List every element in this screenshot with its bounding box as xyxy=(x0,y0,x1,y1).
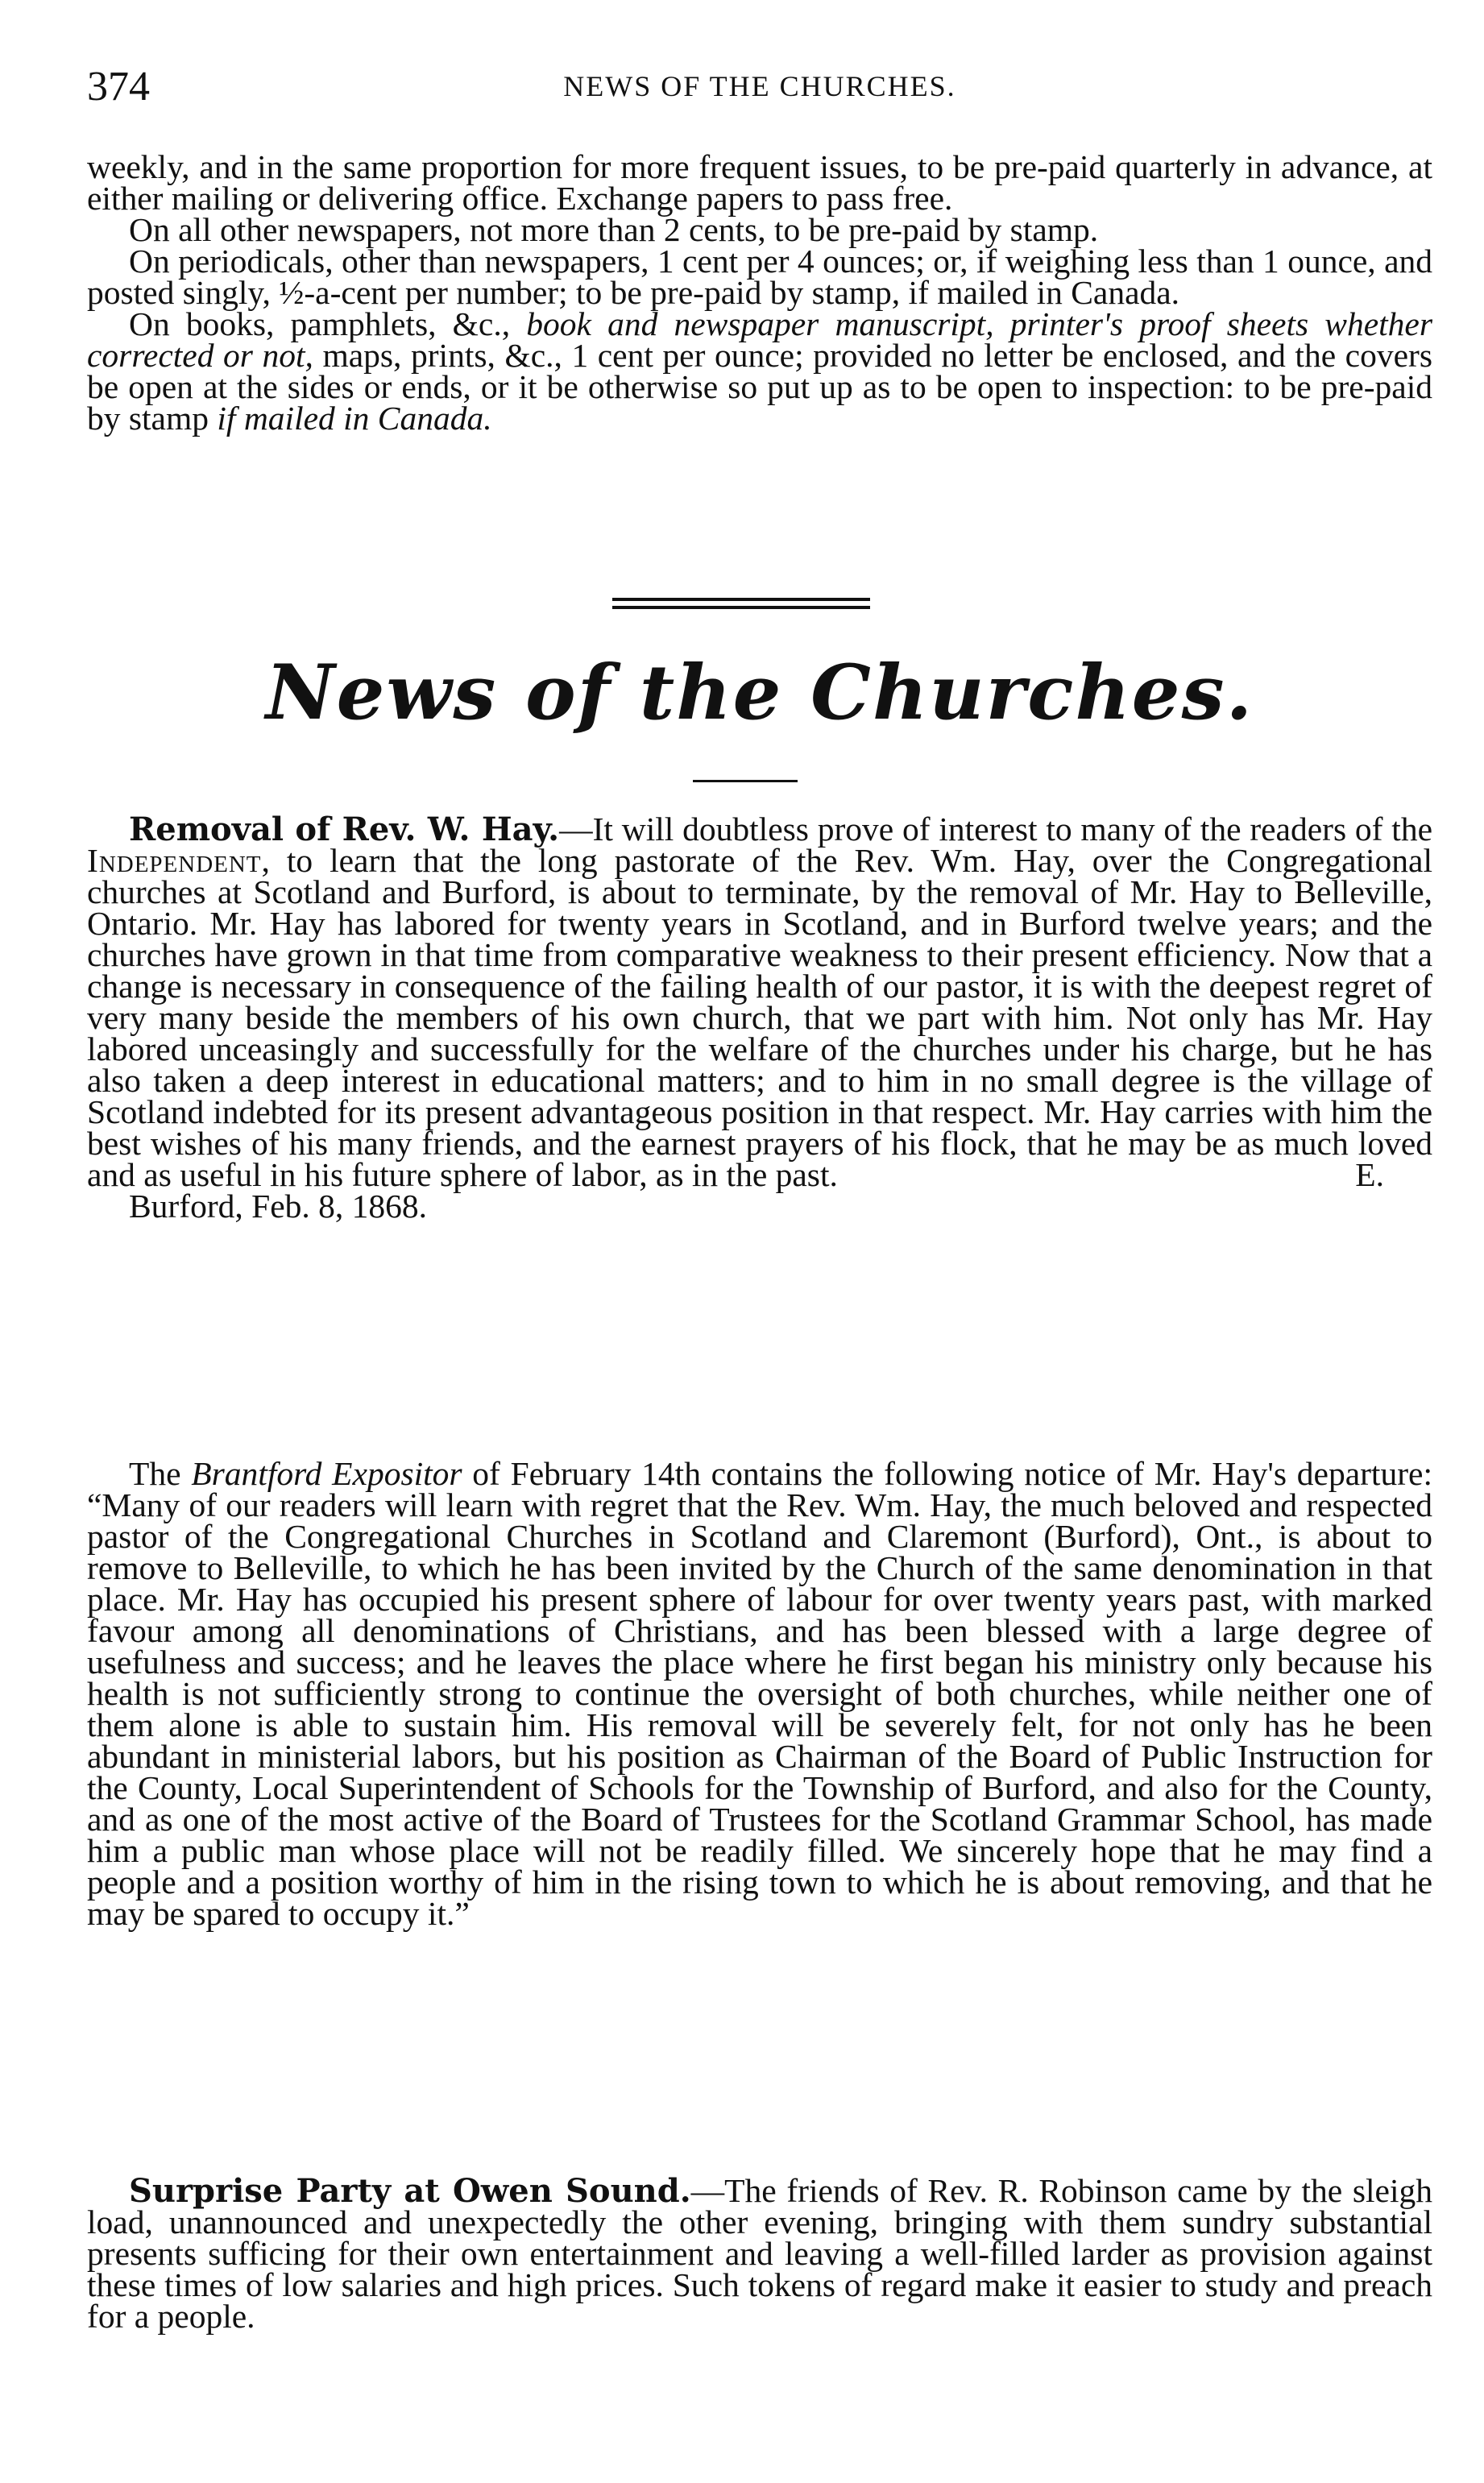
title-underline xyxy=(693,780,798,782)
postal-paragraph-1: weekly, and in the same proportion for more frequent issues, to be pre-paid quarterly in advance, at either mailing or delivering office. Exchange papers to pass free. xyxy=(87,148,1432,217)
postal-p4-italic2: if mailed in Canada. xyxy=(217,400,492,437)
article2-text-a: The xyxy=(129,1455,192,1492)
double-rule-top xyxy=(612,598,870,601)
article-removal-of-rev-hay xyxy=(87,810,1432,1225)
article2-italic: Brantford Expositor xyxy=(191,1455,462,1492)
article1-dateline: Burford, Feb. 8, 1868. xyxy=(129,1188,428,1225)
article1-text-b: , to learn that the long pastorate of the Rev. Wm. Hay, over the Congregational churches at Scotland and Burford, is about to terminate, by the removal of Mr. Hay to Belleville, Ontario. Mr. Hay has labored for twenty years in Scotland, and in Burford twelve years; and the churches have grown in that time from comparative weakness to their present efficiency. Now that a change is necessary in consequence of the failing health of our pastor, it is with the deepest regret of very many beside the members of his own church, that we part with him. Not only has Mr. Hay labored unceasingly and successfully for the welfare of the churches under his charge, but he has also taken a deep interest in educational matters; and to him in no small degree is the village of Scotland indebted for its present advantageous position in that respect. Mr. Hay carries with him the best wishes of his many friends, and the earnest prayers of his flock, that he may be as much loved and as useful in his future sphere of labor, as in the past. xyxy=(87,842,1432,1193)
postal-paragraph-2: On all other newspapers, not more than 2 cents, to be pre-paid by stamp. xyxy=(129,211,1099,248)
article2-body xyxy=(87,1455,1432,1932)
article1-signature: E. xyxy=(1355,1156,1384,1193)
article-surprise-party xyxy=(87,2172,1432,2335)
article3-heading: Surprise Party at Owen Sound. xyxy=(129,2172,691,2210)
postal-p4-text-b: maps, prints, &c., 1 cent per ounce; provided no letter be enclosed, and the covers be open at the sides or ends, or it be otherwise so put up as to be open to inspection: to be pre-paid by stamp xyxy=(87,337,1432,437)
page-number: 374 xyxy=(87,64,150,110)
article1-text-a: —It will doubtless prove of interest to many of the readers of the xyxy=(559,810,1432,848)
section-title: News of the Churches. xyxy=(265,649,1254,737)
article-brantford-expositor xyxy=(87,1455,1432,1932)
article2-text-b: of February 14th contains the following notice of Mr. Hay's departure: “Many of our readers will learn with regret that the Rev. Wm. Hay, the much beloved and respected pastor of the Congregational Churches in Scotland and Claremont (Burford), Ont., is about to remove to Belleville, to which he has been invited by the Church of the same denomination in that place. Mr. Hay has occupied his present sphere of labour for over twenty years past, with marked favour among all denominations of Christians, and has been blessed with a large degree of usefulness and success; and he leaves the place where he first began his ministry only because his health is not sufficiently strong to continue the oversight of both churches, while neither one of them alone is able to sustain him. His removal will be severely felt, for not only has he been abundant in ministerial labors, but his position as Chairman of the Board of Public Instruction for the County, Local Superintendent of Schools for the Township of Burford, and also for the County, and as one of the most active of the Board of Trustees for the Scotland Grammar School, has made him a public man whose place will not be readily filled. We sincerely hope that he may find a people and a position worthy of him in the rising town to which he is about removing, and that he may be spared to occupy it.” xyxy=(87,1455,1432,1932)
article1-body xyxy=(87,810,1432,1193)
article1-heading: Removal of Rev. W. Hay. xyxy=(129,810,560,848)
postal-rates-block xyxy=(87,148,1432,437)
postal-paragraph-3: On periodicals, other than newspapers, 1 cent per 4 ounces; or, if weighing less than 1 ounce, and posted singly, ½-a-cent per number; to be pre-paid by stamp, if mailed in Canada. xyxy=(87,242,1432,311)
article1-smallcaps: Independent xyxy=(87,842,262,879)
postal-p4-italic: book and newspaper manuscript, printer's proof sheets whether corrected or not, xyxy=(87,305,1432,374)
postal-paragraph-4 xyxy=(87,305,1432,437)
double-rule-bottom xyxy=(612,606,870,609)
running-head: NEWS OF THE CHURCHES. xyxy=(563,70,956,102)
page-header xyxy=(87,63,1432,111)
article3-text: —The friends of Rev. R. Robinson came by the sleigh load, unannounced and unexpectedly the other evening, bringing with them sundry substantial presents sufficing for their own entertainment and leaving a well-filled larder as provision against these times of low salaries and high prices. Such tokens of regard make it easier to study and preach for a people. xyxy=(87,2172,1432,2335)
postal-p4-text-a: On books, pamphlets, &c., xyxy=(129,305,527,342)
article3-body xyxy=(87,2172,1432,2335)
